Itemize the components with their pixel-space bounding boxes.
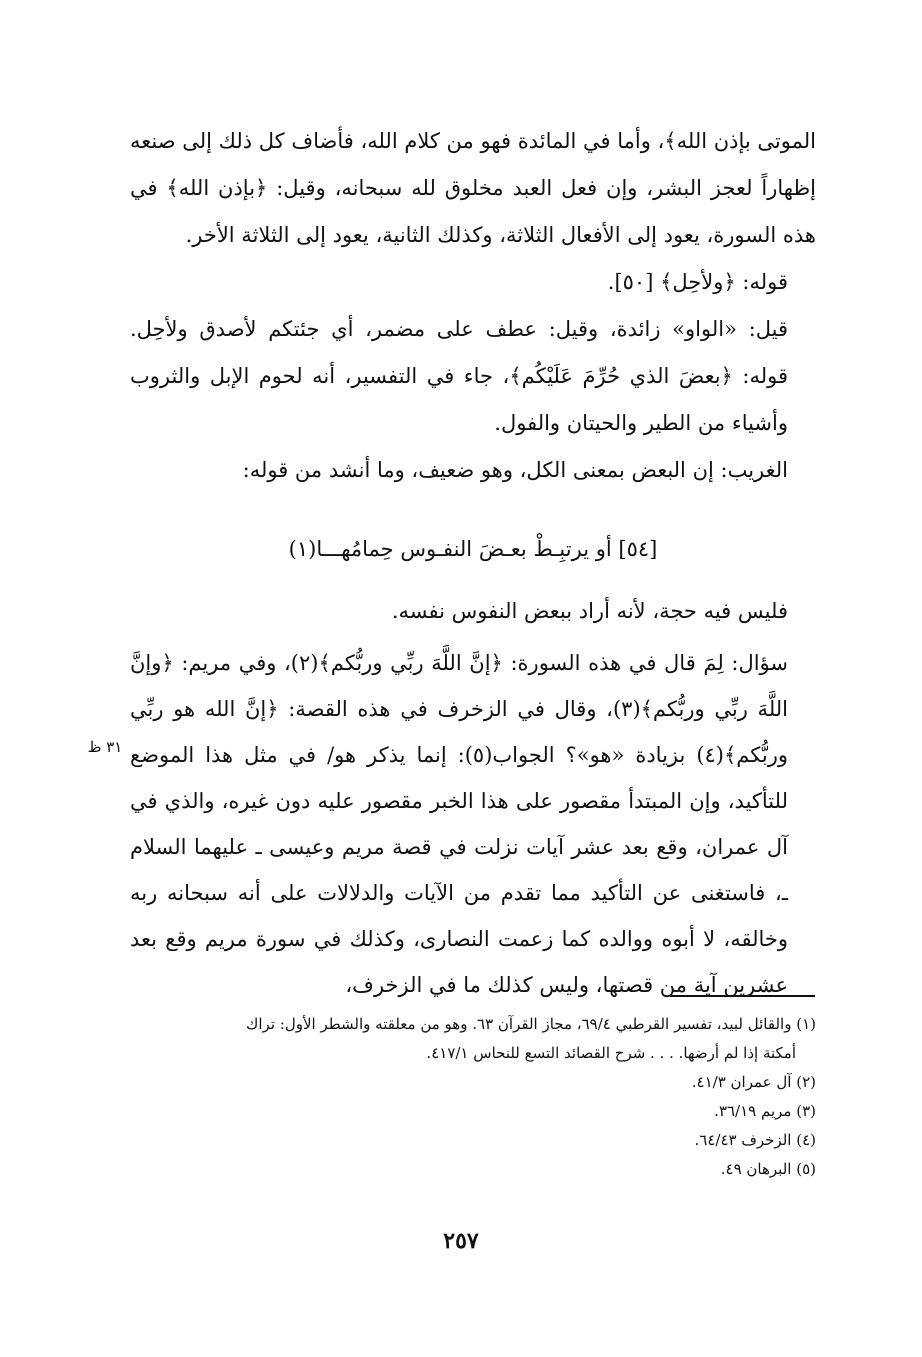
paragraph-hujja (130, 588, 816, 635)
footnote-1-continued: أمكنة إذا لم أرضها. . . . شرح القصائد التسع للنحاس ٤١٧/١. (426, 1044, 796, 1062)
paragraph-question (130, 640, 816, 1008)
paragraph-question-text: سؤال: لِمَ قال في هذه السورة: ﴿إنَّ اللَّهَ ربِّي وربُّكم﴾(٢)، وفي مريم: ﴿وإنَّ اللَّهَ ربِّي وربُّكم﴾(٣)، وقال في الزخرف في هذه القصة: ﴿إنَّ الله هو ربِّي وربُّكم﴾(٤) بزيادة «هو»؟ الجواب(٥): إنما يذكر هو/ في مثل هذا الموضع للتأكيد، وإن المبتدأ مقصور على هذا الخبر مقصور عليه دون غيره، والذي في آل عمران، وقع بعد عشر آيات نزلت في قصة مريم وعيسى ـ عليهما السلام ـ، فاستغنى عن التأكيد مما تقدم من الآيات والدلالات على أنه سبحانه ربه وخالقه، لا أبوه ووالده كما زعمت النصارى، وكذلك في سورة مريم وقع بعد عشرين آية من قصتها، وليس كذلك ما في الزخرف، (130, 651, 789, 997)
poetry-verse: [٥٤] أو يرتبِـطْ بعـضَ النفـوس حِمامُهـــا(١) (288, 537, 658, 561)
paragraph-qawluhu: قوله: ﴿ولأحِل﴾ [٥٠]. (607, 270, 788, 294)
footnote-divider (670, 995, 815, 997)
footnote-2: (٢) آل عمران ٤١/٣. (691, 1073, 816, 1091)
paragraph-qila: قيل: «الواو» زائدة، وقيل: عطف على مضمر، أي جئتكم لأصدق ولأحِل. قوله: ﴿بعضَ الذي حُرِّمَ عَلَيْكُم﴾، جاء في التفسير، أنه لحوم الإبل والثروب وأشياء من الطير والحيتان والفول. (130, 317, 788, 435)
footnote-1: (١) والقائل لبيد، تفسير القرطبي ٦٩/٤، مجاز القرآن ٦٣. وهو من معلقته والشطر الأول: تراك (246, 1015, 816, 1033)
paragraph-gharib: الغريب: إن البعض بمعنى الكل، وهو ضعيف، وما أنشد من قوله: (242, 458, 788, 482)
footnote-3: (٣) مريم ٣٦/١٩. (714, 1102, 816, 1120)
footnote-5: (٥) البرهان ٤٩. (720, 1160, 816, 1178)
main-text-block (130, 118, 816, 494)
paragraph-continuation: الموتى بإذن الله﴾، وأما في المائدة فهو من كلام الله، فأضاف كل ذلك إلى صنعه إظهاراً لعجز البشر، وإن فعل العبد مخلوق لله سبحانه، وقيل: ﴿بإذن الله﴾ في هذه السورة، يعود إلى الأفعال الثلاثة، وكذلك الثانية، يعود إلى الثلاثة الأخر. (129, 129, 816, 247)
paragraph-hujja-text: فليس فيه حجة، لأنه أراد ببعض النفوس نفسه. (391, 599, 788, 623)
page-number: ٢٥٧ (443, 1228, 479, 1254)
footnotes (130, 1010, 816, 1184)
manuscript-folio-note: ٣١ ظ (87, 738, 123, 756)
footnote-4: (٤) الزخرف ٦٤/٤٣. (694, 1131, 816, 1149)
